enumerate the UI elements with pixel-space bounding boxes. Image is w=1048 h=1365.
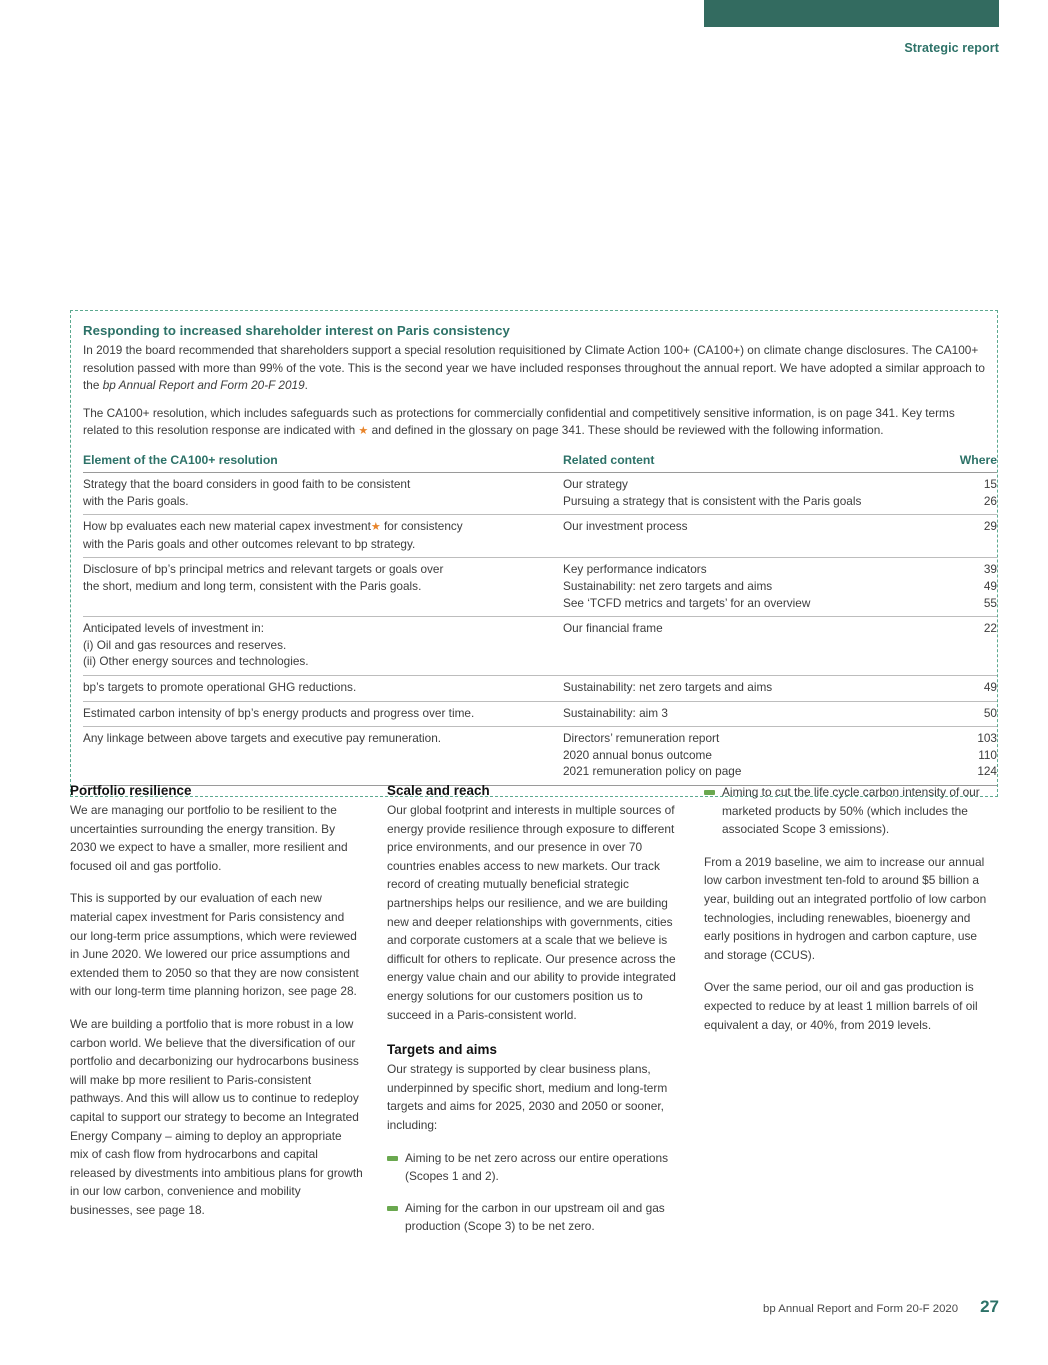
cell-where xyxy=(943,675,997,701)
element-line: with the Paris goals and other outcomes relevant to bp strategy. xyxy=(83,536,416,551)
page-number: 27 xyxy=(980,1297,999,1316)
ca100-resolution-table xyxy=(83,453,997,786)
running-head-strategic-report: Strategic report xyxy=(904,41,999,55)
related-line: Our strategy xyxy=(563,476,628,491)
cell-element xyxy=(83,727,563,786)
element-line: (ii) Other energy sources and technologies. xyxy=(83,654,309,669)
element-line: with the Paris goals. xyxy=(83,493,189,508)
targets-bullet-list xyxy=(387,1149,680,1236)
element-line: Anticipated levels of investment in: xyxy=(83,621,264,636)
related-line: Directors’ remuneration report xyxy=(563,731,720,746)
related-line: Key performance indicators xyxy=(563,562,707,577)
strategic-report-tab-marker xyxy=(704,0,999,27)
paragraph: This is supported by our evaluation of each new material capex investment for Paris consistency and our long-term price assumptions, which were reviewed in June 2020. We lowered our price assumptions and extended them to 2050 so that they are now consistent with our long-term time planning horizon, see page 28. xyxy=(70,891,359,999)
table-row xyxy=(83,472,997,514)
panel-paragraph-2 xyxy=(83,405,985,441)
footer-document-title: bp Annual Report and Form 20-F 2020 xyxy=(763,1303,959,1315)
column-scale-and-reach xyxy=(387,783,680,1250)
related-line: See ‘TCFD metrics and targets’ for an overview xyxy=(563,595,811,610)
table-header-row xyxy=(83,453,997,473)
cell-where xyxy=(943,515,997,558)
panel-paragraph-1-text-b: . xyxy=(304,378,308,393)
table-row xyxy=(83,701,997,727)
paragraph: Our strategy is supported by clear business plans, underpinned by specific short, medium and long-term targets and aims for 2025, 2030 and 2050 or sooner, including: xyxy=(387,1062,668,1132)
section-heading-targets-and-aims: Targets and aims xyxy=(387,1042,497,1058)
where-page-number: 49 xyxy=(983,578,997,593)
glossary-star-icon: ★ xyxy=(358,425,369,438)
related-line: Sustainability: net zero targets and aims xyxy=(563,679,773,694)
paragraph: Our global footprint and interests in multiple sources of energy provide resilience through exposure to different price environments, and our presence in over 70 countries enables access to new markets. Our track record of creating mutually beneficial strategic partnerships helps our resilience, and we are building new and deeper relationships with governments, cities and corporate customers at a scale that we believe is difficult for others to replicate. Our presence across the energy value chain and our ability to provide integrated energy solutions for our customers position us to succeed in a Paris-consistent world. xyxy=(387,803,676,1022)
where-page-number: 26 xyxy=(983,493,997,508)
section-heading-portfolio-resilience: Portfolio resilience xyxy=(70,783,192,798)
related-line: 2020 annual bonus outcome xyxy=(563,747,712,762)
where-page-number: 29 xyxy=(983,519,997,534)
cell-where xyxy=(943,701,997,727)
panel-paragraph-1-text-a: In 2019 the board recommended that shareholders support a special resolution requisitioned by Climate Action 100+ (CA100+) on climate change disclosures. The CA100+ resolution passed with more than 99% of the vote. This is the second year we have included responses throughout the annual report. We have adopted a similar approach to the xyxy=(83,343,985,393)
dash-bullet-icon xyxy=(704,790,715,795)
glossary-star-icon: ★ xyxy=(370,521,381,534)
cell-element xyxy=(83,701,563,727)
related-line: Our investment process xyxy=(563,519,688,534)
cell-where xyxy=(943,617,997,676)
column-targets-continued xyxy=(704,783,997,1250)
dash-bullet-icon xyxy=(387,1206,398,1211)
related-line: Sustainability: net zero targets and aims xyxy=(563,578,773,593)
targets-bullet-list-continued xyxy=(704,783,997,839)
cell-related-content xyxy=(563,472,943,514)
cell-element xyxy=(83,617,563,676)
cell-where xyxy=(943,558,997,617)
where-page-number: 124 xyxy=(977,764,997,779)
list-item xyxy=(387,1149,680,1186)
cell-related-content xyxy=(563,675,943,701)
cell-related-content xyxy=(563,558,943,617)
where-page-number: 15 xyxy=(983,476,997,491)
body-columns xyxy=(70,783,998,1250)
where-page-number: 22 xyxy=(983,621,997,636)
element-line xyxy=(83,518,549,536)
table-row xyxy=(83,617,997,676)
list-item xyxy=(387,1199,680,1236)
paragraph: We are managing our portfolio to be resilient to the uncertainties surrounding the energy transition. By 2030 we expect to have a smaller, more resilient and focused oil and gas portfolio. xyxy=(70,803,348,873)
column-header-element: Element of the CA100+ resolution xyxy=(83,453,563,473)
cell-related-content xyxy=(563,727,943,786)
cell-related-content xyxy=(563,701,943,727)
panel-paragraph-2-text-a: The CA100+ resolution, which includes safeguards such as protections for commercially confidential and competitively sensitive information, is on page 341. Key terms related to this resolution response are indicated with xyxy=(83,405,955,438)
element-line: Strategy that the board considers in good faith to be consistent xyxy=(83,476,411,491)
cell-element xyxy=(83,472,563,514)
related-line: Sustainability: aim 3 xyxy=(563,705,668,720)
panel-paragraph-1-italic-title: bp Annual Report and Form 20-F 2019 xyxy=(102,378,305,393)
table-row xyxy=(83,727,997,786)
section-heading-scale-and-reach: Scale and reach xyxy=(387,783,490,798)
cell-where xyxy=(943,727,997,786)
column-header-where: Where xyxy=(943,453,997,473)
ca100-callout-panel xyxy=(70,310,998,797)
related-line: Pursuing a strategy that is consistent with the Paris goals xyxy=(563,493,862,508)
list-item-label: Aiming to be net zero across our entire operations (Scopes 1 and 2). xyxy=(405,1150,669,1184)
element-line: (i) Oil and gas resources and reserves. xyxy=(83,637,287,652)
element-line: the short, medium and long term, consistent with the Paris goals. xyxy=(83,578,422,593)
page-footer xyxy=(763,1297,999,1317)
column-portfolio-resilience xyxy=(70,783,363,1250)
where-page-number: 110 xyxy=(978,747,997,762)
paragraph: From a 2019 baseline, we aim to increase our annual low carbon investment ten-fold to around $5 billion a year, building out an integrated portfolio of low carbon technologies, including renewables, bioenergy and early positions in hydrogen and carbon capture, use and storage (CCUS). xyxy=(704,854,987,962)
where-page-number: 55 xyxy=(983,595,997,610)
cell-related-content xyxy=(563,515,943,558)
element-line: Disclosure of bp’s principal metrics and relevant targets or goals over xyxy=(83,562,444,577)
where-page-number: 103 xyxy=(977,731,997,746)
cell-element xyxy=(83,675,563,701)
cell-related-content xyxy=(563,617,943,676)
where-page-number: 49 xyxy=(983,679,997,694)
panel-paragraph-2-text-b: and defined in the glossary on page 341. These should be reviewed with the following information. xyxy=(368,423,884,438)
element-line-text-pre: How bp evaluates each new material capex investment xyxy=(83,519,371,534)
related-line: Our financial frame xyxy=(563,621,663,636)
table-row xyxy=(83,675,997,701)
panel-paragraph-1 xyxy=(83,342,985,395)
dash-bullet-icon xyxy=(387,1156,398,1161)
list-item xyxy=(704,783,997,839)
element-line-text-post: for consistency xyxy=(380,519,463,534)
column-header-related-content: Related content xyxy=(563,453,943,473)
element-line: Estimated carbon intensity of bp’s energy products and progress over time. xyxy=(83,705,475,720)
related-line: 2021 remuneration policy on page xyxy=(563,764,742,779)
where-page-number: 50 xyxy=(983,705,997,720)
table-row xyxy=(83,558,997,617)
cell-element xyxy=(83,515,563,558)
cell-where xyxy=(943,472,997,514)
cell-element xyxy=(83,558,563,617)
list-item-label: Aiming to cut the life cycle carbon intensity of our marketed products by 50% (which includes the associated Scope 3 emissions). xyxy=(722,785,980,837)
list-item-label: Aiming for the carbon in our upstream oil and gas production (Scope 3) to be net zero. xyxy=(405,1200,665,1234)
element-line: Any linkage between above targets and executive pay remuneration. xyxy=(83,731,442,746)
paragraph: We are building a portfolio that is more robust in a low carbon world. We believe that the diversification of our portfolio and decarbonizing our hydrocarbons business will make bp more resilient to Paris-consistent pathways. And this will allow us to continue to redeploy capital to support our strategy to become an Integrated Energy Company – aiming to deploy an appropriate mix of cash flow from hydrocarbons and capital released by divestments into ambitious plans for growth in our low carbon, convenience and mobility businesses, see page 18. xyxy=(70,1016,363,1217)
paragraph: Over the same period, our oil and gas production is expected to reduce by at least 1 million barrels of oil equivalent a day, or 40%, from 2019 levels. xyxy=(704,980,978,1032)
element-line: bp’s targets to promote operational GHG reductions. xyxy=(83,679,357,694)
panel-title: Responding to increased shareholder interest on Paris consistency xyxy=(83,323,510,338)
table-row xyxy=(83,515,997,558)
where-page-number: 39 xyxy=(983,562,997,577)
